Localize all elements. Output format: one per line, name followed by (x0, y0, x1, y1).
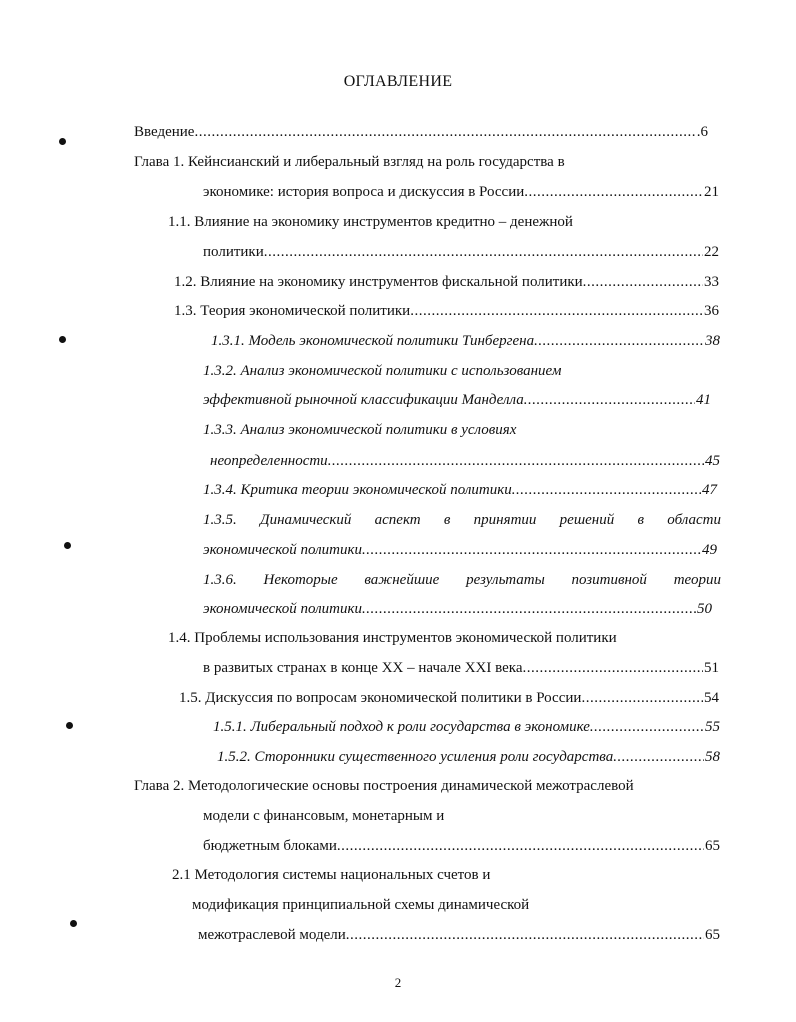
toc-leader-dots (524, 390, 695, 410)
toc-leader-dots (583, 272, 703, 292)
toc-entry-2-1[interactable]: 2.1 Методология системы национальных счетов и (172, 867, 491, 883)
toc-entry-text: 1.5.1. Либеральный подход к роли государства в экономике (213, 719, 590, 735)
toc-leader-dots (524, 182, 703, 202)
toc-entry-text: 1.2. Влияние на экономику инструментов фискальной политики (174, 274, 583, 290)
toc-leader-dots (264, 242, 703, 262)
toc-page-number: 51 (704, 660, 719, 676)
toc-entry-text: 1.3.4. Критика теории экономической политики (203, 482, 512, 498)
toc-entry-text: политики (203, 244, 264, 260)
toc-entry-text: 1.5.2. Сторонники существенного усиления роли государства (217, 749, 614, 765)
toc-page-number: 33 (704, 274, 719, 290)
toc-entry-1-1[interactable]: 1.1. Влияние на экономику инструментов кредитно – денежной (168, 214, 573, 230)
toc-entry-text: межотраслевой модели (198, 927, 346, 943)
toc-page-number: 41 (696, 392, 711, 408)
toc-entry-1-5[interactable] (179, 688, 719, 708)
toc-page-number: 58 (705, 749, 720, 765)
toc-entry-1-3-3[interactable]: 1.3.3. Анализ экономической политики в условиях (203, 422, 517, 438)
toc-entry-1-3-4[interactable] (203, 480, 717, 500)
toc-entry-1-3-6-cont[interactable] (203, 599, 712, 619)
toc-page-number: 65 (705, 927, 720, 943)
toc-page-number: 47 (702, 482, 717, 498)
toc-entry-text: неопределенности (210, 453, 328, 469)
toc-entry-chapter-2-line-2[interactable]: модели с финансовым, монетарным и (203, 808, 445, 824)
toc-entry-text: 1.3.1. Модель экономической политики Тинбергена (211, 333, 535, 349)
page-number: 2 (394, 975, 402, 990)
toc-leader-dots (522, 658, 703, 678)
toc-entry-1-5-2[interactable] (217, 747, 720, 767)
toc-page-number: 21 (704, 184, 719, 200)
margin-bullet-icon (64, 542, 71, 549)
toc-entry-text: эффективной рыночной классификации Манделла (203, 392, 524, 408)
toc-page-number: 36 (704, 303, 719, 319)
toc-page-number: 65 (705, 838, 720, 854)
margin-bullet-icon (59, 336, 66, 343)
toc-entry-1-5-1[interactable] (213, 717, 720, 737)
toc-leader-dots (410, 301, 703, 321)
toc-entry-2-1-line-2[interactable]: модификация принципиальной схемы динамической (192, 897, 530, 913)
toc-entry-1-2[interactable] (174, 272, 719, 292)
toc-entry-text: в развитых странах в конце XX – начале XXI века (203, 660, 523, 676)
margin-bullet-icon (70, 920, 77, 927)
toc-entry-1-4-cont[interactable] (203, 658, 719, 678)
toc-leader-dots (346, 925, 704, 945)
toc-leader-dots (328, 451, 704, 471)
toc-leader-dots (337, 836, 704, 856)
toc-entry-text: экономической политики (203, 601, 362, 617)
toc-entry-chapter-1-cont[interactable] (203, 182, 719, 202)
toc-page-number: 45 (705, 453, 720, 469)
toc-page-number: .6 (696, 124, 708, 140)
toc-entry-text: экономике: история вопроса и дискуссия в России (203, 184, 525, 200)
toc-leader-dots (590, 717, 704, 737)
toc-leader-dots (613, 747, 704, 767)
toc-entry-intro[interactable] (134, 122, 708, 142)
toc-entry-chapter-2[interactable]: Глава 2. Методологические основы построения динамической межотраслевой (134, 778, 634, 794)
toc-entry-chapter-2-cont[interactable] (203, 836, 720, 856)
toc-entry-text: Введение (134, 124, 195, 140)
toc-leader-dots (512, 480, 701, 500)
toc-entry-chapter-1[interactable]: Глава 1. Кейнсианский и либеральный взгляд на роль государства в (134, 154, 565, 170)
toc-leader-dots (362, 599, 696, 619)
toc-entry-text: 1.3. Теория экономической политики (174, 303, 411, 319)
toc-entry-2-1-cont[interactable] (198, 925, 720, 945)
toc-entry-1-3[interactable] (174, 301, 719, 321)
margin-bullet-icon (66, 722, 73, 729)
toc-entry-text: 1.5. Дискуссия по вопросам экономической политики в России (179, 690, 582, 706)
toc-entry-1-3-5[interactable]: 1.3.5. Динамический аспект в принятии решений в области (203, 512, 721, 528)
toc-leader-dots (581, 688, 703, 708)
toc-entry-text: экономической политики (203, 542, 362, 558)
toc-page-number: 55 (705, 719, 720, 735)
toc-page-number: 22 (704, 244, 719, 260)
toc-entry-1-1-cont[interactable] (203, 242, 719, 262)
toc-entry-1-3-2-cont[interactable] (203, 390, 711, 410)
toc-entry-1-3-3-cont[interactable] (210, 451, 720, 471)
toc-entry-text: бюджетным блоками (203, 838, 337, 854)
toc-entry-1-4[interactable]: 1.4. Проблемы использования инструментов экономической политики (168, 630, 617, 646)
toc-page-number: 50 (697, 601, 712, 617)
toc-leader-dots (194, 122, 695, 142)
margin-bullet-icon (59, 138, 66, 145)
toc-page-number: 38 (705, 333, 720, 349)
toc-entry-1-3-6[interactable]: 1.3.6. Некоторые важнейшие результаты позитивной теории (203, 572, 721, 588)
toc-entry-1-3-5-cont[interactable] (203, 540, 717, 560)
toc-leader-dots (534, 331, 704, 351)
toc-page-number: 49 (702, 542, 717, 558)
toc-entry-1-3-2[interactable]: 1.3.2. Анализ экономической политики с использованием (203, 363, 562, 379)
toc-entry-1-3-1[interactable] (211, 331, 720, 351)
toc-leader-dots (362, 540, 701, 560)
toc-title: ОГЛАВЛЕНИЕ (343, 73, 453, 90)
toc-page-number: 54 (704, 690, 719, 706)
